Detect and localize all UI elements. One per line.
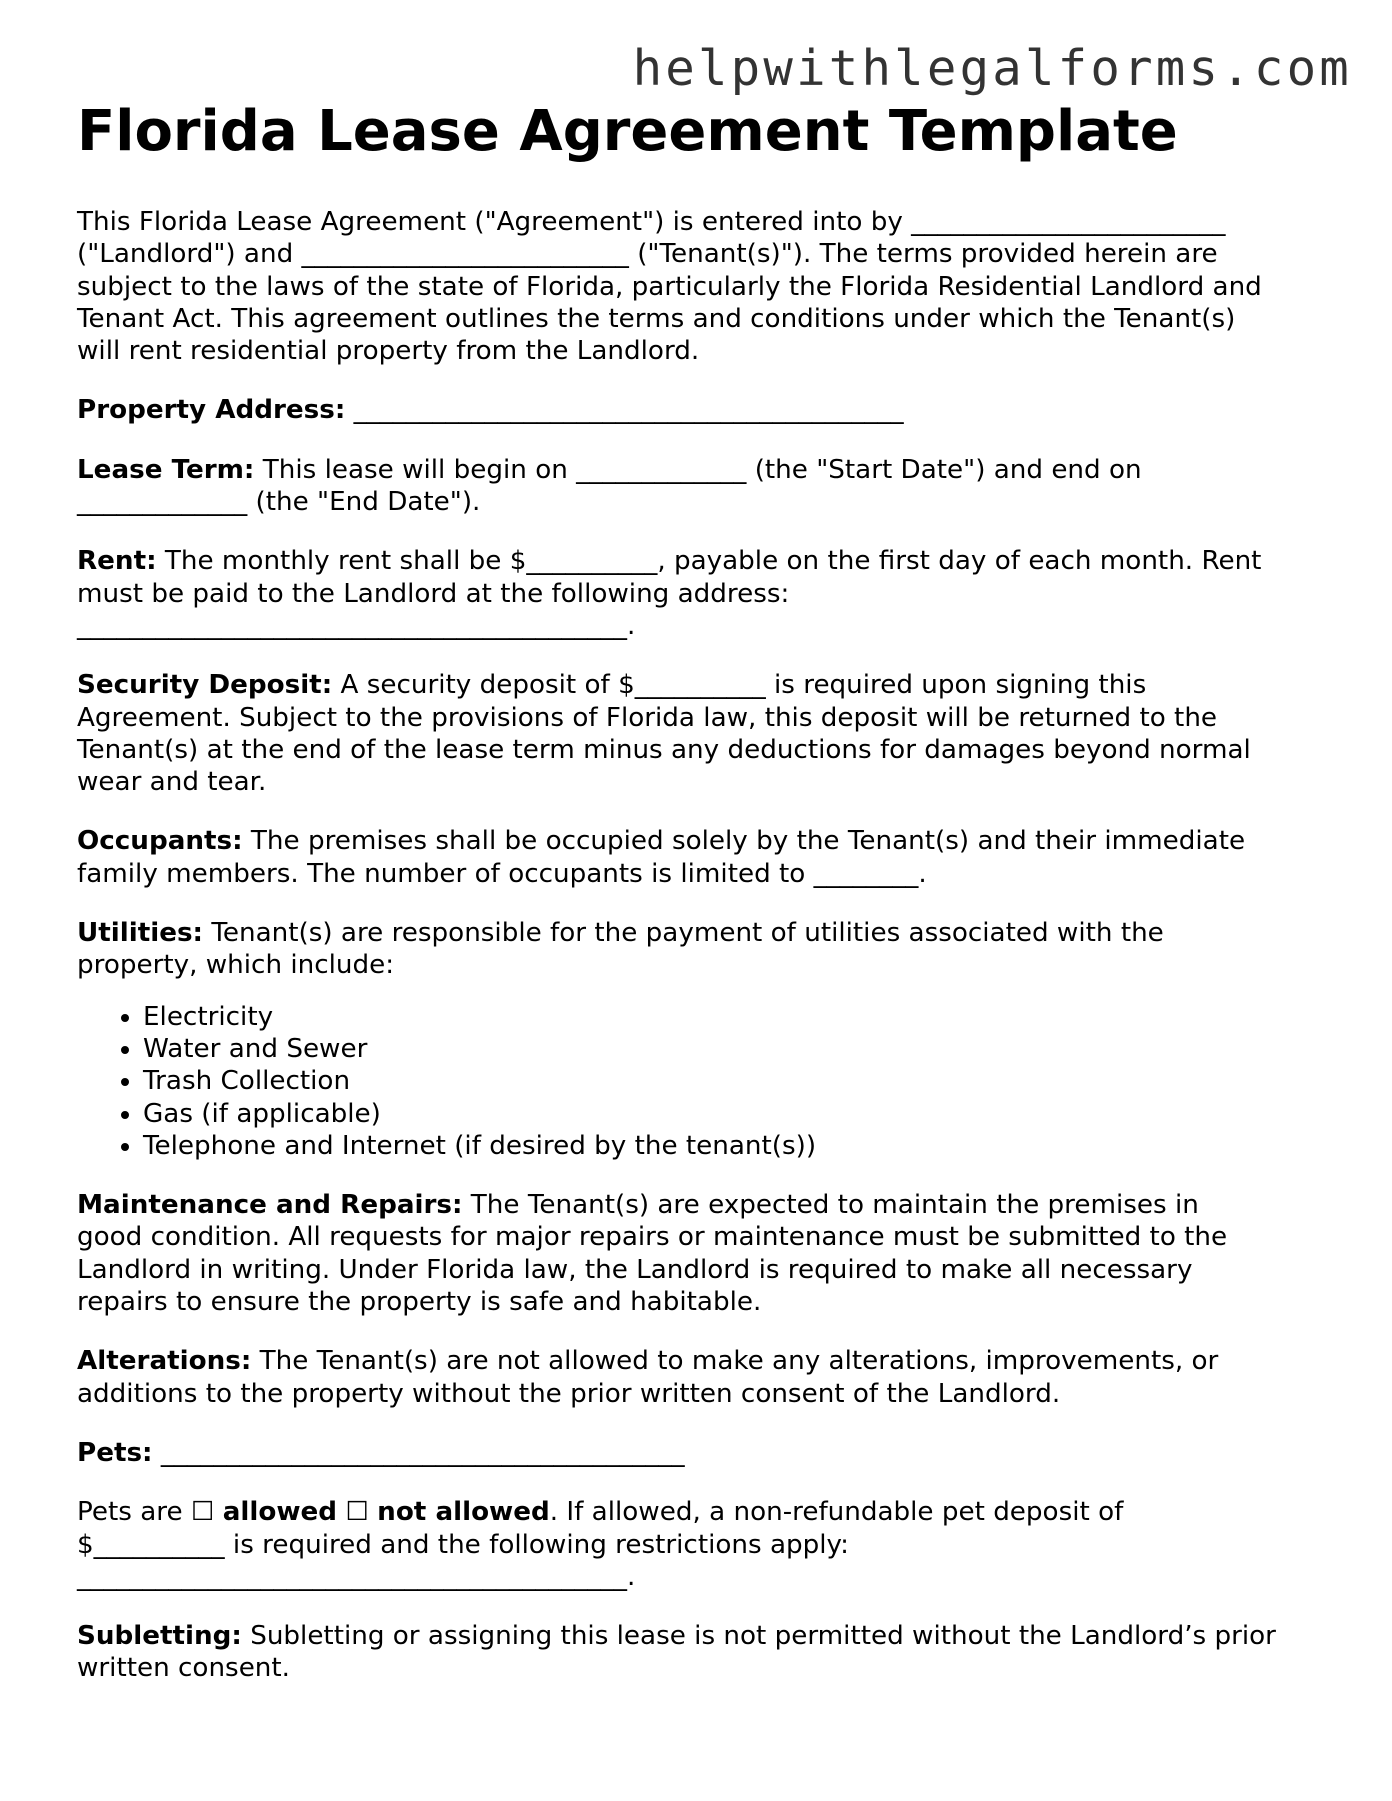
pets-not-allowed-label: not allowed (377, 1497, 550, 1528)
pets-restrictions-blank: __________________________________________. (77, 1561, 636, 1592)
utilities-list (77, 1001, 1337, 1162)
maintenance-section (77, 1189, 1337, 1318)
utilities-section (77, 917, 1337, 982)
subletting-section (77, 1620, 1337, 1685)
property-address-blank: __________________________________________ (345, 395, 904, 426)
rent-address-blank: __________________________________________. (77, 610, 636, 641)
occupants-label: Occupants: (77, 826, 243, 857)
subletting-label: Subletting: (77, 1621, 242, 1652)
pets-policy-text: Pets are (77, 1497, 191, 1528)
pets-section (77, 1437, 1337, 1469)
maintenance-text: repairs to ensure the property is safe and habitable. (77, 1287, 762, 1318)
intro-line: ("Landlord") and _________________________ ("Tenant(s)"). The terms provided herein are (77, 239, 1218, 270)
pets-policy-text: . If allowed, a non-refundable pet deposit of (549, 1497, 1124, 1528)
list-item: • Telephone and Internet (if desired by the tenant(s)) (143, 1130, 1337, 1162)
pets-allowed-label: allowed (222, 1497, 338, 1528)
lease-term-label: Lease Term: (77, 454, 255, 485)
lease-term-text: _____________ (the "End Date"). (77, 487, 481, 518)
pets-blank: ________________________________________ (152, 1437, 685, 1468)
utilities-text: Tenant(s) are responsible for the payment of utilities associated with the (203, 918, 1164, 949)
checkbox-not-allowed-icon[interactable]: ☐ (345, 1497, 369, 1528)
security-deposit-text: Tenant(s) at the end of the lease term minus any deductions for damages beyond normal (77, 734, 1251, 765)
rent-text: The monthly rent shall be $__________, payable on the first day of each month. Rent (156, 546, 1262, 577)
intro-line: subject to the laws of the state of Florida, particularly the Florida Residential Landlord and (77, 271, 1262, 302)
lease-term-section (77, 454, 1337, 519)
maintenance-text: Landlord in writing. Under Florida law, the Landlord is required to make all necessary (77, 1254, 1193, 1285)
utilities-text: property, which include: (77, 950, 395, 981)
property-address-label: Property Address: (77, 395, 346, 426)
alterations-text: additions to the property without the prior written consent of the Landlord. (77, 1378, 1061, 1409)
occupants-text: family members. The number of occupants is limited to ________. (77, 858, 927, 889)
intro-line: Tenant Act. This agreement outlines the terms and conditions under which the Tenant(s) (77, 303, 1236, 334)
utilities-label: Utilities: (77, 918, 204, 949)
pets-label: Pets: (77, 1437, 153, 1468)
rent-label: Rent: (77, 546, 157, 577)
rent-section (77, 545, 1337, 642)
intro-paragraph (77, 206, 1337, 367)
security-deposit-text: Agreement. Subject to the provisions of Florida law, this deposit will be returned to the (77, 702, 1218, 733)
document-body (77, 98, 1337, 1712)
alterations-section (77, 1345, 1337, 1410)
occupants-section (77, 825, 1337, 890)
maintenance-text: good condition. All requests for major repairs or maintenance must be submitted to the (77, 1222, 1228, 1253)
security-deposit-label: Security Deposit: (77, 670, 333, 701)
list-item: • Water and Sewer (143, 1033, 1337, 1065)
security-deposit-text: wear and tear. (77, 767, 267, 798)
subletting-text: written consent. (77, 1653, 290, 1684)
security-deposit-text: A security deposit of $__________ is required upon signing this (332, 670, 1147, 701)
lease-term-text: This lease will begin on _____________ (the "Start Date") and end on (254, 454, 1142, 485)
occupants-text: The premises shall be occupied solely by the Tenant(s) and their immediate (242, 826, 1246, 857)
alterations-label: Alterations: (77, 1346, 252, 1377)
document-title: Florida Lease Agreement Template (77, 99, 1178, 164)
maintenance-text: The Tenant(s) are expected to maintain the premises in (462, 1190, 1199, 1221)
list-item: • Gas (if applicable) (143, 1098, 1337, 1130)
intro-line: will rent residential property from the Landlord. (77, 336, 700, 367)
property-address-section (77, 394, 1337, 426)
subletting-text: Subletting or assigning this lease is not permitted without the Landlord’s prior (241, 1621, 1276, 1652)
pets-policy-section (77, 1496, 1337, 1593)
list-item: • Electricity (143, 1001, 1337, 1033)
security-deposit-section (77, 669, 1337, 798)
site-watermark: helpwithlegalforms.com (632, 40, 1352, 97)
pets-policy-text: $__________ is required and the following restrictions apply: (77, 1529, 849, 1560)
list-item: • Trash Collection (143, 1065, 1337, 1097)
checkbox-allowed-icon[interactable]: ☐ (190, 1497, 215, 1528)
alterations-text: The Tenant(s) are not allowed to make any alterations, improvements, or (251, 1346, 1219, 1377)
rent-text: must be paid to the Landlord at the following address: (77, 578, 790, 609)
maintenance-label: Maintenance and Repairs: (77, 1190, 463, 1221)
intro-line: This Florida Lease Agreement ("Agreement") is entered into by ________________________ (77, 207, 1226, 237)
